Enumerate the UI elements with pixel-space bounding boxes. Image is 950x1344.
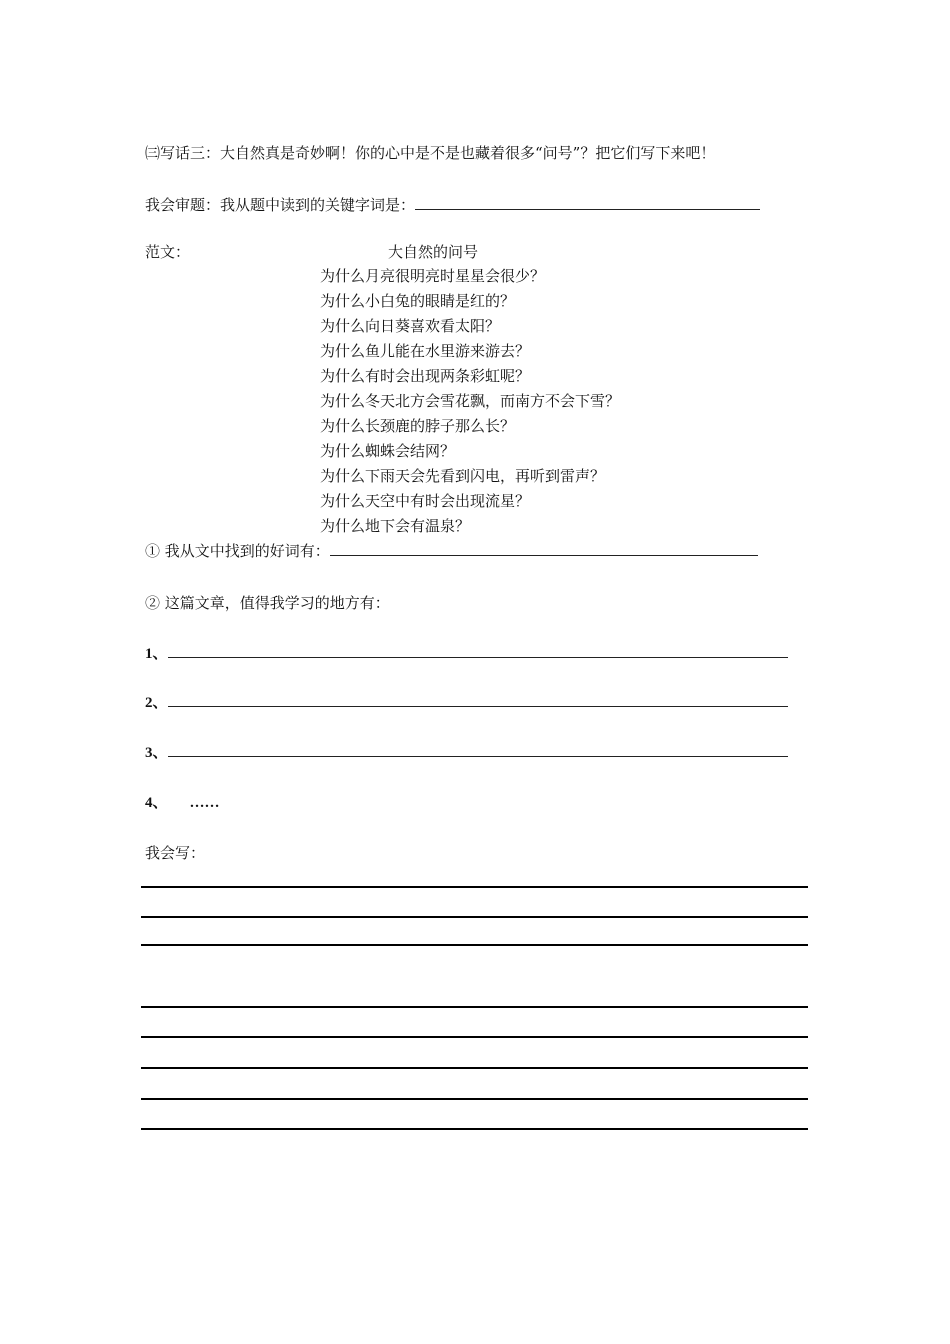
good-words-answer-line[interactable] — [330, 541, 758, 556]
review-row — [145, 195, 760, 215]
poem-line: 为什么冬天北方会雪花飘，而南方不会下雪？ — [320, 392, 621, 410]
point-row — [145, 742, 788, 763]
write-label: 我会写： — [145, 844, 206, 862]
writing-line[interactable] — [141, 1098, 808, 1100]
poem-line: 为什么天空中有时会出现流星？ — [320, 492, 531, 510]
sample-title: 大自然的问号 — [388, 243, 479, 261]
point-number: 2、 — [145, 695, 168, 711]
poem-line: 为什么地下会有温泉？ — [320, 517, 471, 535]
question-good-words — [145, 541, 758, 561]
point-row — [145, 692, 788, 713]
poem-line: 为什么小白兔的眼睛是红的？ — [320, 292, 516, 310]
writing-line[interactable] — [141, 1006, 808, 1008]
writing-line[interactable] — [141, 1067, 808, 1069]
poem-line: 为什么鱼儿能在水里游来游去？ — [320, 342, 531, 360]
point-row — [145, 643, 788, 664]
point-number: 3、 — [145, 745, 168, 761]
sample-label: 范文： — [145, 243, 191, 261]
point-number: 1、 — [145, 646, 168, 662]
point-answer-line[interactable] — [168, 692, 788, 707]
poem-line: 为什么长颈鹿的脖子那么长？ — [320, 417, 516, 435]
poem-line: 为什么下雨天会先看到闪电，再听到雷声？ — [320, 467, 606, 485]
sample-poem — [320, 266, 620, 541]
writing-line[interactable] — [141, 1128, 808, 1130]
point-ellipsis: …… — [189, 795, 220, 811]
writing-line[interactable] — [141, 886, 808, 888]
question-1-label: ① 我从文中找到的好词有： — [145, 542, 330, 560]
question-learn-points: ② 这篇文章，值得我学习的地方有： — [145, 594, 390, 612]
point-row — [145, 792, 220, 813]
writing-line[interactable] — [141, 1036, 808, 1038]
poem-line: 为什么有时会出现两条彩虹呢？ — [320, 367, 531, 385]
point-answer-line[interactable] — [168, 742, 788, 757]
point-answer-line[interactable] — [168, 643, 788, 658]
point-number: 4、 — [145, 795, 168, 811]
poem-line: 为什么月亮很明亮时星星会很少？ — [320, 267, 546, 285]
poem-line: 为什么蜘蛛会结网？ — [320, 442, 456, 460]
poem-line: 为什么向日葵喜欢看太阳？ — [320, 317, 501, 335]
writing-line[interactable] — [141, 944, 808, 946]
writing-line[interactable] — [141, 916, 808, 918]
writing-prompt: ㈢写话三：大自然真是奇妙啊！你的心中是不是也藏着很多“问号”？把它们写下来吧！ — [145, 144, 716, 162]
review-label: 我会审题：我从题中读到的关键字词是： — [145, 196, 416, 214]
keyword-answer-line[interactable] — [415, 195, 760, 210]
